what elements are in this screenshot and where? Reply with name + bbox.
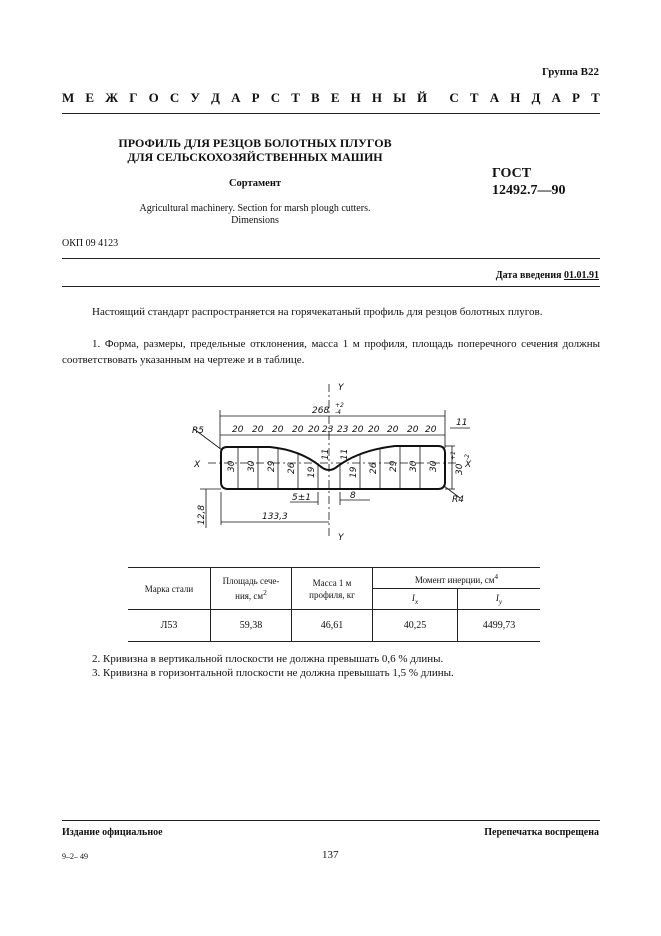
height-right-2: 19 <box>349 466 359 478</box>
footer-official-edition: Издание официальное <box>62 827 163 838</box>
header-rule <box>62 113 600 114</box>
header-mass <box>292 568 373 610</box>
banner-letter: О <box>148 90 159 105</box>
header-ix <box>373 589 458 610</box>
height-tol-upper: +1 <box>450 451 457 460</box>
footer-reprint-notice: Перепечатка воспрещена <box>484 827 599 838</box>
left-step-3: 20 <box>272 425 284 435</box>
cell-grade: Л53 <box>128 610 211 642</box>
bottom-left-dim: 5±1 <box>292 493 311 503</box>
height-left-2: 30 <box>247 460 257 472</box>
banner-letter: Е <box>330 90 340 105</box>
height-left-6: 11 <box>321 448 331 460</box>
cell-mass: 46,61 <box>292 610 373 642</box>
height-left-5: 19 <box>307 466 317 478</box>
header-grade: Марка стали <box>128 568 211 610</box>
banner-letter: С <box>449 90 459 105</box>
title-line-2: ДЛЯ СЕЛЬСКОХОЗЯЙСТВЕННЫХ МАШИН <box>127 150 383 164</box>
english-title <box>90 203 420 227</box>
overall-tol-upper: +2 <box>335 402 344 409</box>
x-axis-label-right: X <box>465 460 472 470</box>
header-ix-sub: x <box>414 596 419 606</box>
left-step-2: 20 <box>252 425 264 435</box>
right-end-label: 11 <box>456 418 468 428</box>
x-axis-label-left: X <box>194 460 201 470</box>
height-right-1: 11 <box>340 448 350 460</box>
height-right-3: 26 <box>369 462 379 474</box>
header-moment <box>373 568 541 589</box>
standard-banner <box>62 90 600 106</box>
header-mass-line-2: профиля, кг <box>309 589 355 600</box>
header-iy-label: I <box>495 592 499 603</box>
intro-date-label: Дата введения <box>495 270 562 281</box>
height-left-4: 26 <box>287 462 297 474</box>
cell-ix: 40,25 <box>373 610 458 642</box>
right-step-2: 20 <box>352 425 364 435</box>
banner-letter: Д <box>531 90 541 105</box>
table-row <box>128 610 540 642</box>
right-step-3: 20 <box>368 425 380 435</box>
bottom-center-dim: 8 <box>350 491 356 501</box>
banner-letter: Н <box>510 90 521 105</box>
header-area-line-1: Площадь сече- <box>222 576 280 586</box>
gost-number: 12492.7—90 <box>492 183 566 198</box>
header-moment-label: Момент инерции, см <box>414 574 495 585</box>
page-number: 137 <box>322 849 339 861</box>
profile-drawing <box>180 380 480 550</box>
radius-r4-label: R4 <box>452 495 464 505</box>
overall-tol-lower: -4 <box>335 409 341 416</box>
document-subtitle: Сортамент <box>228 178 282 189</box>
paragraph-scope: Настоящий стандарт распространяется на горячекатаный профиль для резцов болотных плугов. <box>92 306 543 318</box>
paragraph-1: 1. Форма, размеры, предельные отклонения, масса 1 м профиля, площадь поперечного сечения должны соответствовать указанным на чертеже и в таблице. <box>62 338 600 366</box>
banner-letter: В <box>311 90 320 105</box>
height-left-1: 30 <box>227 460 237 472</box>
banner-letter: Р <box>251 90 260 105</box>
banner-letter: А <box>231 90 241 105</box>
header-area-line-2: ния, см <box>235 591 264 601</box>
left-step-5: 20 <box>308 425 320 435</box>
cell-area: 59,38 <box>211 610 292 642</box>
height-right-5: 30 <box>409 460 419 472</box>
intro-date <box>496 270 599 281</box>
banner-letter: Т <box>291 90 300 105</box>
banner-letter: Ж <box>105 90 119 105</box>
right-step-4: 20 <box>387 425 399 435</box>
left-step-6: 23 <box>322 425 334 435</box>
header-mass-line-1: Масса 1 м <box>312 577 352 588</box>
right-step-1: 23 <box>337 425 349 435</box>
header-iy-sub: y <box>498 596 503 606</box>
banner-letter: Ы <box>393 90 406 105</box>
left-step-1: 20 <box>232 425 244 435</box>
banner-letter: А <box>489 90 500 105</box>
banner-letter: Й <box>417 90 428 105</box>
height-right-4: 29 <box>389 460 399 472</box>
height-left-3: 29 <box>267 460 277 472</box>
height-total: 30 <box>455 463 465 475</box>
header-moment-sup: 4 <box>494 571 499 581</box>
banner-letter: Т <box>469 90 479 105</box>
right-step-5: 20 <box>407 425 419 435</box>
header-ix-label: I <box>411 592 415 603</box>
banner-letter: Р <box>572 90 580 105</box>
banner-letter: Т <box>591 90 600 105</box>
header-area-sup: 2 <box>263 588 267 597</box>
banner-letter: А <box>551 90 561 105</box>
print-code: 9–2– 49 <box>62 852 88 861</box>
date-rule <box>62 286 600 287</box>
footer-rule <box>62 820 600 821</box>
banner-letter: С <box>169 90 180 105</box>
banner-letter: Е <box>85 90 95 105</box>
height-tol-lower: -2 <box>464 454 471 460</box>
banner-letter: Н <box>350 90 361 105</box>
banner-letter: Н <box>371 90 382 105</box>
okp-rule <box>62 258 600 259</box>
banner-letter: У <box>190 90 200 105</box>
header-iy <box>458 589 541 610</box>
title-line-1: ПРОФИЛЬ ДЛЯ РЕЗЦОВ БОЛОТНЫХ ПЛУГОВ <box>118 136 392 150</box>
gost-label: ГОСТ <box>492 166 532 181</box>
paragraph-2: 2. Кривизна в вертикальной плоскости не должна превышать 0,6 % длины. <box>92 653 444 665</box>
height-right-6: 30 <box>429 460 439 472</box>
banner-letter: М <box>62 90 75 105</box>
y-axis-label-top: Y <box>338 383 344 393</box>
document-title <box>90 136 420 164</box>
group-label: Группа В22 <box>541 66 599 78</box>
cell-iy: 4499,73 <box>458 610 541 642</box>
banner-letter: С <box>270 90 281 105</box>
left-offset-dim: 12,8 <box>197 504 207 525</box>
banner-letter: Д <box>211 90 220 105</box>
half-width-label: 133,3 <box>262 512 288 522</box>
overall-width-label: 268 <box>312 406 330 416</box>
okp-code: ОКП 09 4123 <box>62 238 119 249</box>
header-area <box>211 568 292 610</box>
right-step-6: 20 <box>425 425 437 435</box>
gost-designation <box>492 165 566 199</box>
banner-letter: Г <box>129 90 138 105</box>
paragraph-3: 3. Кривизна в горизонтальной плоскости не должна превышать 1,5 % длины. <box>92 667 454 679</box>
y-axis-label-bottom: Y <box>338 533 344 543</box>
radius-r5-label: R5 <box>192 426 204 436</box>
profile-table <box>128 567 540 642</box>
english-title-line-2: Dimensions <box>231 215 279 226</box>
intro-date-value: 01.01.91 <box>564 270 599 281</box>
left-step-4: 20 <box>292 425 304 435</box>
english-title-line-1: Agricultural machinery. Section for marsh plough cutters. <box>139 203 371 214</box>
